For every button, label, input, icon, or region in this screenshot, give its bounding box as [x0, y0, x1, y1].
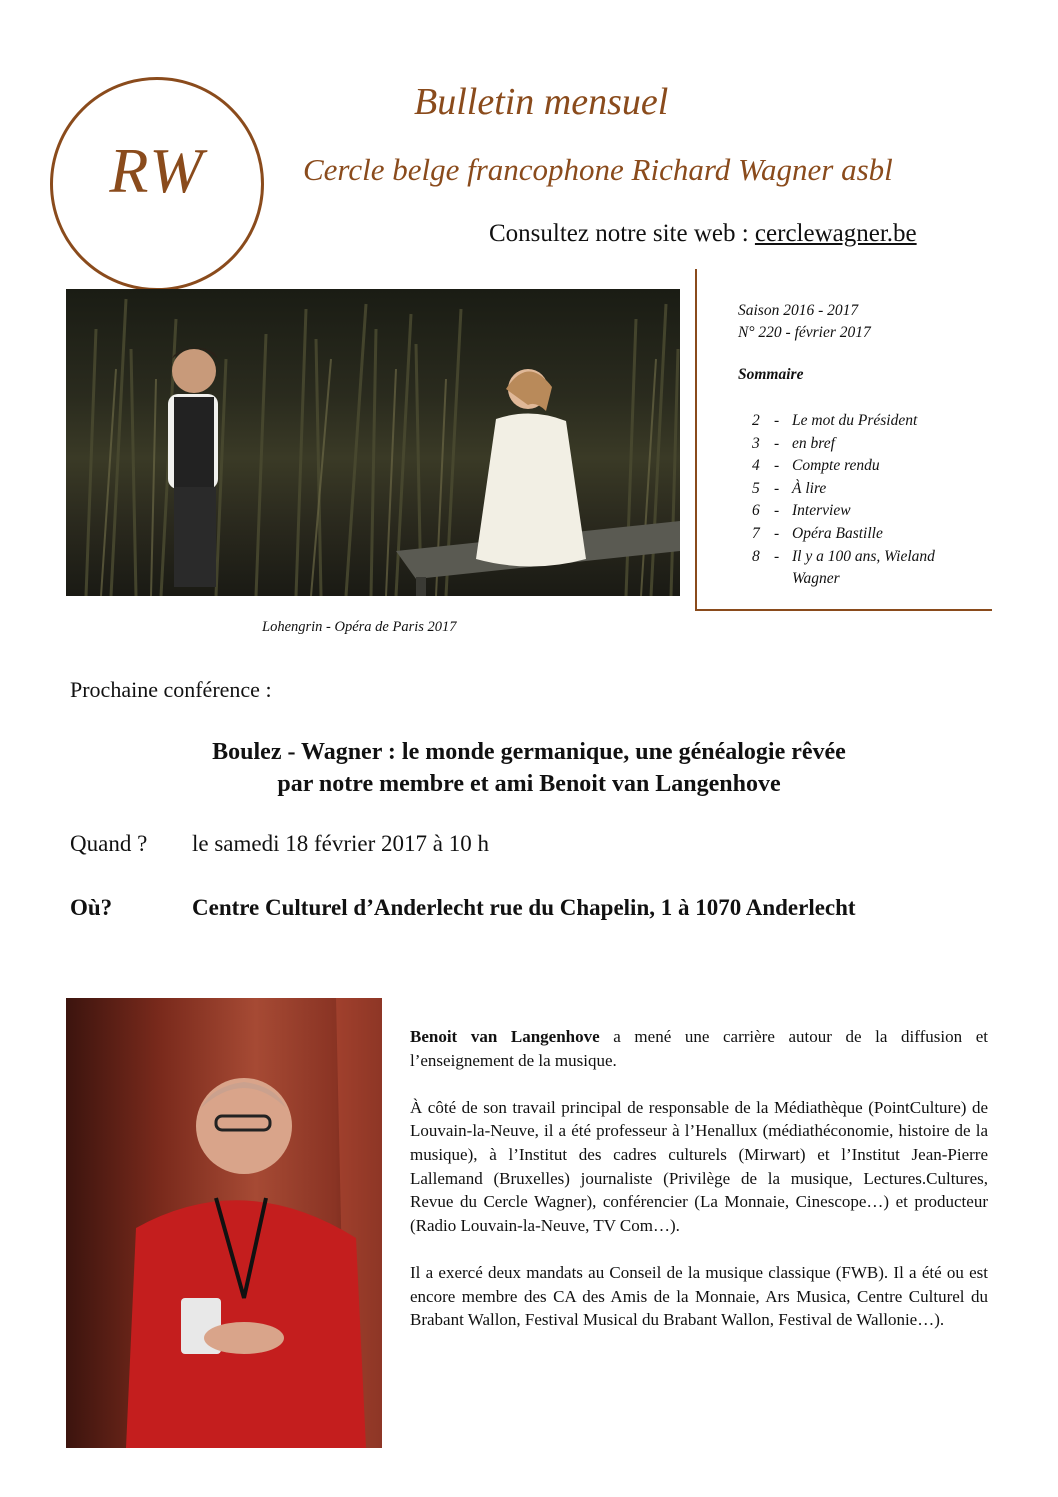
where-label: Où? — [70, 895, 113, 920]
sommaire-item-label: Interview — [792, 502, 851, 520]
issue-number: N° 220 - février 2017 — [738, 324, 871, 341]
speaker-portrait-illustration — [66, 998, 382, 1448]
sommaire-list — [752, 410, 935, 591]
issue-info — [738, 300, 871, 344]
bulletin-title: Bulletin mensuel — [414, 81, 669, 123]
photo-caption: Lohengrin - Opéra de Paris 2017 — [262, 619, 457, 635]
sommaire-item[interactable]: 2 - Le mot du Président — [752, 410, 935, 433]
lohengrin-photo — [66, 289, 680, 596]
conference-intro: Prochaine conférence : — [70, 677, 272, 702]
website-line — [489, 220, 917, 248]
sommaire-item-label: en bref — [792, 434, 835, 452]
website-link[interactable]: cerclewagner.be — [754, 220, 917, 247]
logo-text: RW — [109, 135, 205, 206]
conference-title-line2: par notre membre et ami Benoit van Langenhove — [277, 771, 781, 797]
sommaire-item-label: Opéra Bastille — [792, 524, 883, 542]
speaker-portrait — [66, 998, 382, 1448]
logo — [50, 77, 264, 291]
bulletin-subtitle: Cercle belge francophone Richard Wagner asbl — [303, 152, 893, 187]
sommaire-item[interactable]: 8 - Il y a 100 ans, Wieland — [752, 546, 935, 569]
lohengrin-photo-illustration — [66, 289, 680, 596]
sommaire-item-label: À lire — [792, 479, 827, 497]
sommaire-item-label: Il y a 100 ans, Wieland — [792, 547, 935, 565]
sommaire-item[interactable]: 5 - À lire — [752, 478, 935, 501]
sommaire-item[interactable]: 6 - Interview — [752, 500, 935, 523]
conference-when — [70, 831, 489, 857]
speaker-bio — [410, 1025, 988, 1355]
saison: Saison 2016 - 2017 — [738, 302, 859, 319]
speaker-name: Benoit van Langenhove — [410, 1027, 600, 1046]
when-label: Quand ? — [70, 831, 148, 856]
sommaire-item[interactable]: 4 - Compte rendu — [752, 455, 935, 478]
bio-paragraph-3: Il a exercé deux mandats au Conseil de la musique classique (FWB). Il a été ou est encore membre des CA des Amis de la Monnaie, Ars Musica, Centre Culturel du Brabant Wallon, Festival Musical du Brabant Wallon, Festival de Wallonie…). — [410, 1262, 988, 1330]
where-value: Centre Culturel d’Anderlecht rue du Chapelin, 1 à 1070 Anderlecht — [192, 895, 856, 920]
sommaire-item[interactable]: 7 - Opéra Bastille — [752, 523, 935, 546]
website-prefix: Consultez notre site web : — [489, 220, 755, 247]
sommaire-item-label: Le mot du Président — [792, 412, 918, 429]
conference-title-line1: Boulez - Wagner : le monde germanique, une généalogie rêvée — [212, 739, 846, 765]
sommaire-item-continuation: Wagner — [792, 570, 840, 588]
bio-paragraph-2: À côté de son travail principal de responsable de la Médiathèque (PointCulture) de Louvain-la-Neuve, il a été professeur à l’Henallux (médiathéconomie, histoire de la musique), à l’Institut des cadres culturels (Mirwart) et l’Institut Jean-Pierre Lallemand (Bruxelles) journaliste (Privilège de la musique, Lectures.Cultures, Revue du Cercle Wagner), conférencier (La Monnaie, Cinescope…) et producteur (Radio Louvain-la-Neuve, TV Com…). — [410, 1097, 988, 1235]
sommaire-item-label: Compte rendu — [792, 457, 880, 475]
sommaire-item[interactable]: 3 - en bref — [752, 433, 935, 456]
sommaire-heading: Sommaire — [738, 366, 804, 383]
when-value: le samedi 18 février 2017 à 10 h — [192, 831, 489, 856]
bio-paragraph-1: Benoit van Langenhove a mené une carrière autour de la diffusion et l’enseignement de la musique. — [410, 1027, 988, 1070]
conference-title — [0, 736, 1058, 800]
conference-where — [70, 895, 856, 921]
